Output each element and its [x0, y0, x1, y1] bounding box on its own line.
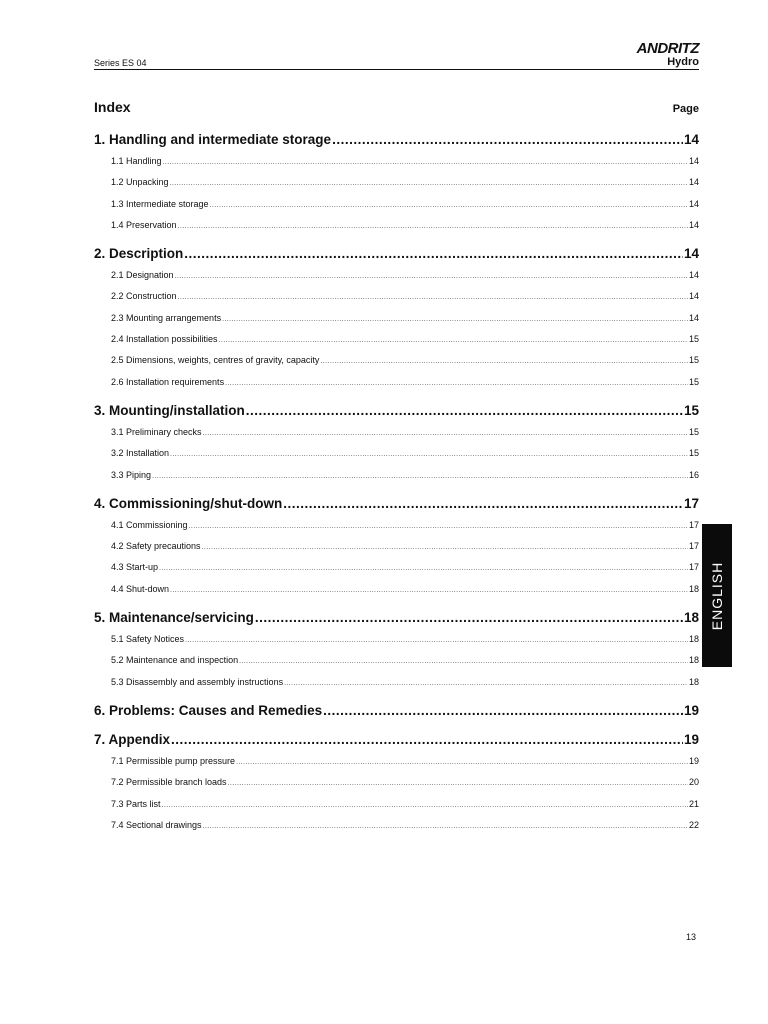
dot-leader [225, 373, 688, 393]
toc-subsection[interactable] [94, 215, 699, 236]
index-title: Index [94, 99, 131, 115]
toc-subsection-page: 15 [688, 448, 699, 459]
toc-subsection-title: 4.4 Shut-down [111, 583, 170, 594]
andritz-logo [637, 41, 699, 68]
toc-subsection-page: 20 [688, 777, 699, 788]
toc-subsection-page: 17 [688, 562, 699, 573]
toc-chapter-title: 5. Maintenance/servicing [94, 610, 254, 626]
header-divider [94, 69, 699, 70]
dot-leader [178, 287, 688, 307]
toc-subsection[interactable] [94, 308, 699, 329]
toc-chapter-page: 14 [683, 246, 699, 262]
toc-subsection-title: 7.2 Permissible branch loads [111, 777, 227, 788]
toc-subsection-title: 4.2 Safety precautions [111, 541, 201, 552]
dot-leader [222, 309, 688, 329]
toc-chapter[interactable] [94, 399, 699, 422]
toc-subsection[interactable] [94, 350, 699, 371]
dot-leader [210, 195, 688, 215]
toc-subsection-page: 17 [688, 541, 699, 552]
toc-subsection[interactable] [94, 329, 699, 350]
toc-subsection[interactable] [94, 443, 699, 464]
dot-leader [159, 558, 688, 578]
dot-leader [219, 330, 688, 350]
dot-leader [152, 466, 688, 486]
toc-subsection-page: 14 [688, 219, 699, 230]
dot-leader [203, 816, 688, 836]
toc-subsection[interactable] [94, 751, 699, 772]
toc-section [94, 728, 699, 836]
dot-leader [178, 216, 688, 236]
dot-leader [239, 651, 688, 671]
toc-subsection[interactable] [94, 536, 699, 557]
dot-leader [246, 399, 683, 422]
dot-leader [284, 673, 688, 693]
toc-subsection-page: 15 [688, 376, 699, 387]
toc-chapter-title: 7. Appendix [94, 731, 171, 747]
toc-chapter-page: 19 [683, 702, 699, 718]
toc-subsection[interactable] [94, 557, 699, 578]
language-tab[interactable] [702, 524, 732, 667]
toc-subsection-title: 1.2 Unpacking [111, 177, 169, 188]
toc-subsection-title: 2.6 Installation requirements [111, 376, 225, 387]
toc-subsection-title: 1.1 Handling [111, 156, 162, 166]
toc-section [94, 492, 699, 600]
toc-subsection-title: 2.4 Installation possibilities [111, 334, 218, 345]
toc-subsection[interactable] [94, 265, 699, 286]
toc-subsection-title: 7.1 Permissible pump pressure [111, 755, 236, 766]
toc-subsection-page: 19 [688, 755, 699, 766]
toc-subsection-title: 2.1 Designation [111, 270, 174, 281]
logo-main: ANDRITZ [636, 40, 699, 57]
dot-leader [175, 266, 688, 286]
toc-subsection-title: 1.3 Intermediate storage [111, 198, 209, 209]
toc-section [94, 242, 699, 393]
toc-chapter-title: 6. Problems: Causes and Remedies [94, 702, 323, 718]
dot-leader [171, 728, 683, 751]
toc-chapter[interactable] [94, 492, 699, 515]
toc-chapter-title: 2. Description [94, 246, 184, 262]
dot-leader [170, 173, 688, 193]
page-number: 13 [686, 932, 697, 942]
dot-leader [170, 580, 688, 600]
toc-chapter-title: 3. Mounting/installation [94, 402, 245, 418]
toc-subsection[interactable] [94, 172, 699, 193]
toc-subsection[interactable] [94, 372, 699, 393]
toc-subsection[interactable] [94, 422, 699, 443]
toc-subsection-title: 5.1 Safety Notices [111, 634, 185, 645]
toc-chapter-page: 17 [683, 495, 699, 511]
toc-subsection-title: 2.5 Dimensions, weights, centres of gravity, capacity [111, 355, 320, 366]
toc-subsection[interactable] [94, 194, 699, 215]
toc-subsection-title: 1.4 Preservation [111, 219, 177, 230]
toc-subsection[interactable] [94, 815, 699, 836]
toc-subsection[interactable] [94, 286, 699, 307]
toc-subsection-title: 5.3 Disassembly and assembly instructions [111, 676, 284, 687]
toc-subsection-title: 2.3 Mounting arrangements [111, 312, 222, 323]
dot-leader [202, 537, 688, 557]
logo-sub: Hydro [667, 56, 699, 68]
toc-subsection-page: 18 [688, 676, 699, 687]
toc-subsection-page: 22 [688, 819, 699, 830]
dot-leader [228, 773, 688, 793]
toc-subsection[interactable] [94, 515, 699, 536]
toc-subsection[interactable] [94, 151, 699, 172]
toc-subsection-page: 14 [688, 177, 699, 188]
toc-subsection[interactable] [94, 772, 699, 793]
toc-section [94, 606, 699, 693]
dot-leader [163, 152, 688, 172]
dot-leader [185, 630, 688, 650]
toc-subsection-page: 17 [688, 519, 699, 530]
toc-chapter[interactable] [94, 242, 699, 265]
toc-section [94, 128, 699, 236]
toc-subsection-page: 14 [688, 291, 699, 302]
toc-subsection-page: 18 [688, 583, 699, 594]
toc-subsection-page: 15 [688, 334, 699, 345]
toc-chapter-page: 15 [683, 402, 699, 418]
toc-subsection-title: 3.1 Preliminary checks [111, 426, 202, 437]
dot-leader [236, 752, 688, 772]
table-of-contents [94, 128, 699, 836]
toc-subsection-page: 14 [688, 198, 699, 209]
index-heading [94, 99, 699, 115]
toc-subsection[interactable] [94, 465, 699, 486]
toc-subsection[interactable] [94, 794, 699, 815]
language-tab-label: ENGLISH [709, 561, 725, 630]
toc-subsection-title: 5.2 Maintenance and inspection [111, 655, 239, 666]
toc-subsection-page: 14 [688, 270, 699, 281]
toc-chapter-page: 14 [683, 132, 699, 147]
toc-subsection-page: 18 [688, 655, 699, 666]
dot-leader [320, 351, 688, 371]
toc-subsection-title: 7.4 Sectional drawings [111, 819, 202, 830]
toc-subsection-page: 18 [688, 634, 699, 645]
dot-leader [170, 444, 688, 464]
toc-subsection-page: 15 [688, 355, 699, 366]
toc-chapter-page: 18 [683, 610, 699, 626]
toc-subsection-title: 4.1 Commissioning [111, 519, 188, 530]
toc-subsection-page: 14 [688, 156, 699, 166]
toc-subsection-page: 16 [688, 469, 699, 480]
toc-subsection-page: 21 [688, 798, 699, 809]
toc-chapter[interactable] [94, 606, 699, 629]
toc-subsection[interactable] [94, 579, 699, 600]
toc-section [94, 699, 699, 722]
toc-subsection[interactable] [94, 672, 699, 693]
dot-leader [323, 699, 683, 722]
dot-leader [162, 795, 688, 815]
toc-subsection-title: 3.3 Piping [111, 469, 152, 480]
toc-subsection-title: 2.2 Construction [111, 291, 177, 302]
dot-leader [203, 423, 688, 443]
toc-chapter-title: 1. Handling and intermediate storage [94, 132, 332, 147]
toc-section [94, 399, 699, 486]
toc-subsection-title: 3.2 Installation [111, 448, 170, 459]
toc-chapter[interactable] [94, 728, 699, 751]
dot-leader [184, 242, 683, 265]
toc-subsection[interactable] [94, 629, 699, 650]
index-page-label: Page [672, 103, 699, 115]
toc-chapter[interactable] [94, 128, 699, 151]
toc-subsection-page: 15 [688, 426, 699, 437]
toc-subsection-page: 14 [688, 312, 699, 323]
toc-chapter-page: 19 [683, 731, 699, 747]
toc-subsection-title: 4.3 Start-up [111, 562, 159, 573]
dot-leader [189, 516, 688, 536]
toc-chapter-title: 4. Commissioning/shut-down [94, 495, 283, 511]
dot-leader [332, 128, 683, 151]
dot-leader [283, 492, 683, 515]
header-series: Series ES 04 [94, 58, 147, 68]
toc-subsection-title: 7.3 Parts list [111, 798, 161, 809]
dot-leader [255, 606, 683, 629]
toc-chapter[interactable] [94, 699, 699, 722]
toc-subsection[interactable] [94, 650, 699, 671]
